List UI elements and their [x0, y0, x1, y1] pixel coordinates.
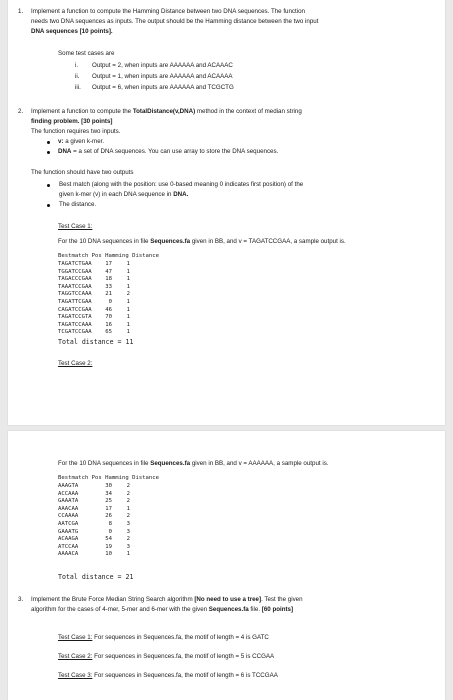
table-row: TAGATTCGAA 0 1 — [58, 298, 130, 305]
table-row: TAGATCCGTA 70 1 — [58, 314, 130, 321]
bullet-icon — [47, 151, 50, 154]
q1-line-3: DNA sequences [10 points]. — [31, 28, 113, 35]
q2-outputs-title: The function should have two outputs — [31, 169, 134, 176]
q1-test-3-num: iii. — [75, 84, 81, 91]
q3-line-1: Implement the Brute Force Median String Search algorithm [No need to use a tree]. Test the given — [31, 596, 303, 603]
q3-test-case-2: Test Case 2: For sequences in Sequences.fa, the motif of length = 5 is CCGAA — [58, 653, 275, 660]
tc2-total-distance: Total distance = 21 — [58, 573, 134, 581]
table-row: GAAATG 0 3 — [58, 528, 130, 535]
bullet-icon — [47, 184, 50, 187]
q1-test-1: Output = 2, when inputs are AAAAAA and ACAAAC — [92, 62, 233, 69]
tc2-table — [58, 483, 130, 559]
q1-test-2: Output = 1, when inputs are AAAAAA and ACAAAA — [92, 73, 233, 80]
q2-line-1: Implement a function to compute the TotalDistance(v,DNA) method in the context of median string — [31, 108, 302, 115]
q1-line-1: Implement a function to compute the Hamming Distance between two DNA sequences. The function — [31, 8, 306, 15]
test-case-1-title: Test Case 1: — [58, 223, 93, 230]
q2-input-dna: DNA = a set of DNA sequences. You can use array to store the DNA sequences. — [58, 148, 279, 155]
q2-output-1-line-2: given k-mer (v) in each DNA sequence in DNA. — [59, 191, 189, 198]
test-case-1-description: For the 10 DNA sequences in file Sequences.fa given in BB, and v = TAGATCCGAA, a sample output is. — [58, 238, 346, 245]
table-row: AATCGA 8 3 — [58, 520, 130, 527]
table-row: ACCAAA 34 2 — [58, 490, 130, 497]
table-row: TCGATCCGAA 65 1 — [58, 329, 130, 336]
q3-line-2: algorithm for the cases of 4-mer, 5-mer and 6-mer with the given Sequences.fa file. [60 points] — [31, 606, 294, 613]
tc1-table — [58, 261, 130, 337]
q2-line-2: finding problem. [30 points] — [31, 118, 113, 125]
table-row: TAGACCCGAA 18 1 — [58, 276, 130, 283]
table-row: AAAACA 10 1 — [58, 551, 130, 558]
q1-test-3: Output = 6, when inputs are AAAAAA and TCGCTG — [92, 84, 234, 91]
table-row: CCAAAA 26 2 — [58, 513, 130, 520]
document-page-1 — [8, 0, 445, 425]
q2-output-2: The distance. — [59, 201, 97, 208]
q3-number: 3. — [18, 596, 24, 603]
table-row: ACAAGA 54 2 — [58, 536, 130, 543]
table-row: AAAGTA 30 2 — [58, 483, 130, 489]
table-row: TAAATCCGAA 33 1 — [58, 283, 130, 290]
document-page-2 — [8, 431, 445, 700]
q2-output-1-line-1: Best match (along with the position: use 0-based meaning 0 indicates first position) of the — [59, 181, 304, 188]
table-row: TAGATCCAAA 16 1 — [58, 321, 130, 328]
q2-requires: The function requires two inputs. — [31, 128, 121, 135]
q1-line-2: needs two DNA sequences as inputs. The output should be the Hamming distance between the two input — [31, 18, 319, 25]
table-row: GAAATA 25 2 — [58, 498, 130, 505]
bullet-icon — [47, 204, 50, 207]
table-row: CAGATCCGAA 46 1 — [58, 306, 130, 313]
q3-test-case-3: Test Case 3: For sequences in Sequences.fa, the motif of length = 6 is TCCGAA — [58, 672, 278, 679]
q2-input-v: v: a given k-mer. — [58, 138, 105, 145]
q1-number: 1. — [18, 8, 24, 15]
q1-test-1-num: i. — [75, 62, 79, 69]
q3-test-case-1: Test Case 1: For sequences in Sequences.fa, the motif of length = 4 is GATC — [58, 634, 269, 641]
q1-tests-title: Some test cases are — [58, 50, 115, 57]
tc1-total-distance: Total distance = 11 — [58, 338, 134, 346]
table-row: TAGGTCCAAA 21 2 — [58, 291, 130, 298]
table-row: TGGATCCGAA 47 1 — [58, 268, 130, 275]
test-case-2-description: For the 10 DNA sequences in file Sequences.fa given in BB, and v = AAAAAA, a sample output is. — [58, 460, 329, 467]
q2-number: 2. — [18, 108, 24, 115]
tc2-table-header: Bestmatch Pos Hamming Distance — [58, 475, 160, 481]
test-case-2-title: Test Case 2: — [58, 360, 93, 367]
table-row: ATCCAA 19 3 — [58, 543, 130, 550]
tc1-table-header: Bestmatch Pos Hamming Distance — [58, 253, 160, 259]
bullet-icon — [47, 141, 50, 144]
q1-test-2-num: ii. — [75, 73, 80, 80]
table-row: TAGATCTGAA 17 1 — [58, 261, 130, 267]
table-row: AAACAA 17 1 — [58, 505, 130, 512]
